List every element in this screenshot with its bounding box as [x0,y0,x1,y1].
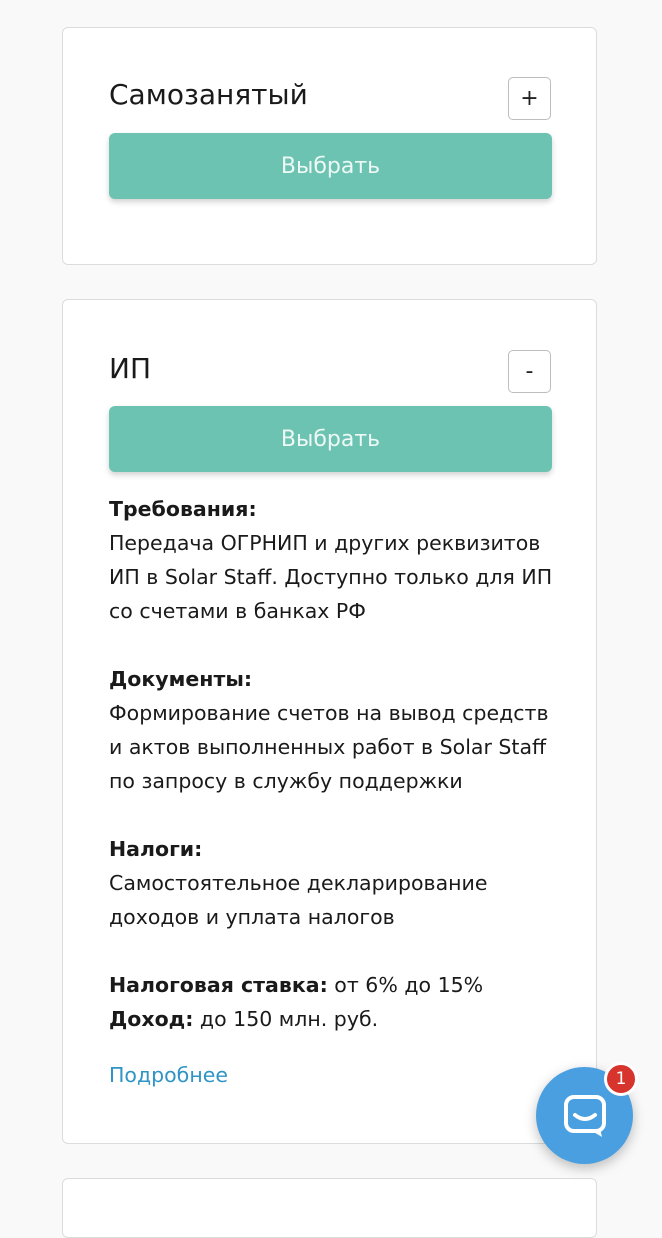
more-link[interactable]: Подробнее [109,1063,228,1087]
taxes-text: Самостоятельное декларирование доходов и уплата налогов [109,871,488,929]
requirements-label: Требования: [109,497,257,521]
ip-card [62,299,597,1144]
documents-label: Документы: [109,667,253,691]
expand-button[interactable]: + [508,77,551,120]
tax-rate-value: от 6% до 15% [327,973,484,997]
income-value: до 150 млн. руб. [193,1007,379,1031]
requirements-block [109,492,559,628]
select-button[interactable]: Выбрать [109,133,552,199]
card-title: ИП [109,352,151,385]
rate-income-block [109,968,559,1036]
select-button[interactable]: Выбрать [109,406,552,472]
requirements-text: Передача ОГРНИП и других реквизитов ИП в Solar Staff. Доступно только для ИП со счетами в банках РФ [109,531,553,623]
taxes-label: Налоги: [109,837,203,861]
collapse-button[interactable]: - [508,350,551,393]
tax-rate-line [109,968,559,1002]
tax-rate-label: Налоговая ставка: [109,973,328,997]
income-label: Доход: [109,1007,194,1031]
next-card [62,1178,597,1238]
income-line [109,1002,559,1036]
details-section [109,492,559,1036]
chat-icon [562,1093,608,1139]
taxes-block [109,832,559,934]
documents-text: Формирование счетов на вывод средств и актов выполненных работ в Solar Staff по запросу в службу поддержки [109,701,549,793]
self-employed-card [62,27,597,265]
notification-badge: 1 [604,1062,638,1096]
card-title: Самозанятый [109,78,308,111]
documents-block [109,662,559,798]
